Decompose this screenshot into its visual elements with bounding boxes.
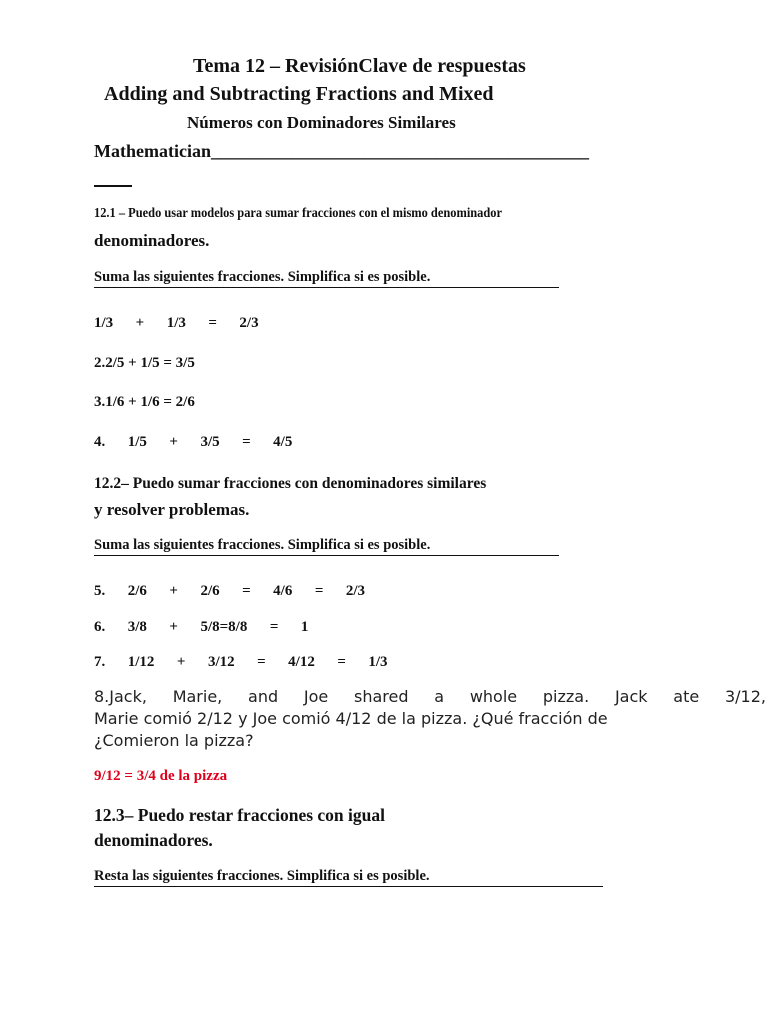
problem-7: 7. 1/12 + 3/12 = 4/12 = 1/3 <box>94 654 388 670</box>
problem-1: 1/3 + 1/3 = 2/3 <box>94 315 259 331</box>
section-3-instruction: Resta las siguientes fracciones. Simplifica si es posible. <box>94 868 603 887</box>
word-problem-line-2: Marie comió 2/12 y Joe comió 4/12 de la pizza. ¿Qué fracción de <box>94 709 608 728</box>
word-problem-line-1: 8.Jack, Marie, and Joe shared a whole pizza. Jack ate 3/12, <box>94 687 766 706</box>
mathematician-name-line: Mathematician__________________________________________ <box>94 141 589 161</box>
section-3-heading-cont: denominadores. <box>94 830 213 850</box>
word-problem-line-3: ¿Comieron la pizza? <box>94 731 254 750</box>
section-1-subtitle: 12.1 – Puedo usar modelos para sumar fracciones con el mismo denominador <box>94 205 503 220</box>
section-2-heading: 12.2– Puedo sumar fracciones con denominadores similares <box>94 475 487 492</box>
section-2-heading-cont: y resolver problemas. <box>94 500 250 519</box>
problem-5: 5. 2/6 + 2/6 = 4/6 = 2/3 <box>94 583 366 599</box>
section-1-instruction: Suma las siguientes fracciones. Simplifica si es posible. <box>94 269 559 288</box>
title-line-2: Adding and Subtracting Fractions and Mixed <box>104 83 494 105</box>
section-1-subtitle-cont: denominadores. <box>94 231 210 250</box>
word-problem-8 <box>94 686 766 752</box>
problem-3: 3.1/6 + 1/6 = 2/6 <box>94 394 195 410</box>
title-line-1: Tema 12 – RevisiónClave de respuestas <box>193 55 526 77</box>
problem-6: 6. 3/8 + 5/8=8/8 = 1 <box>94 619 309 635</box>
title-line-3: Números con Dominadores Similares <box>187 113 456 132</box>
name-line-continuation <box>94 185 132 187</box>
word-problem-answer: 9/12 = 3/4 de la pizza <box>94 768 228 784</box>
section-3-heading: 12.3– Puedo restar fracciones con igual <box>94 805 385 825</box>
problem-2: 2.2/5 + 1/5 = 3/5 <box>94 355 195 371</box>
problem-4: 4. 1/5 + 3/5 = 4/5 <box>94 434 293 450</box>
section-2-instruction: Suma las siguientes fracciones. Simplifica si es posible. <box>94 537 559 556</box>
